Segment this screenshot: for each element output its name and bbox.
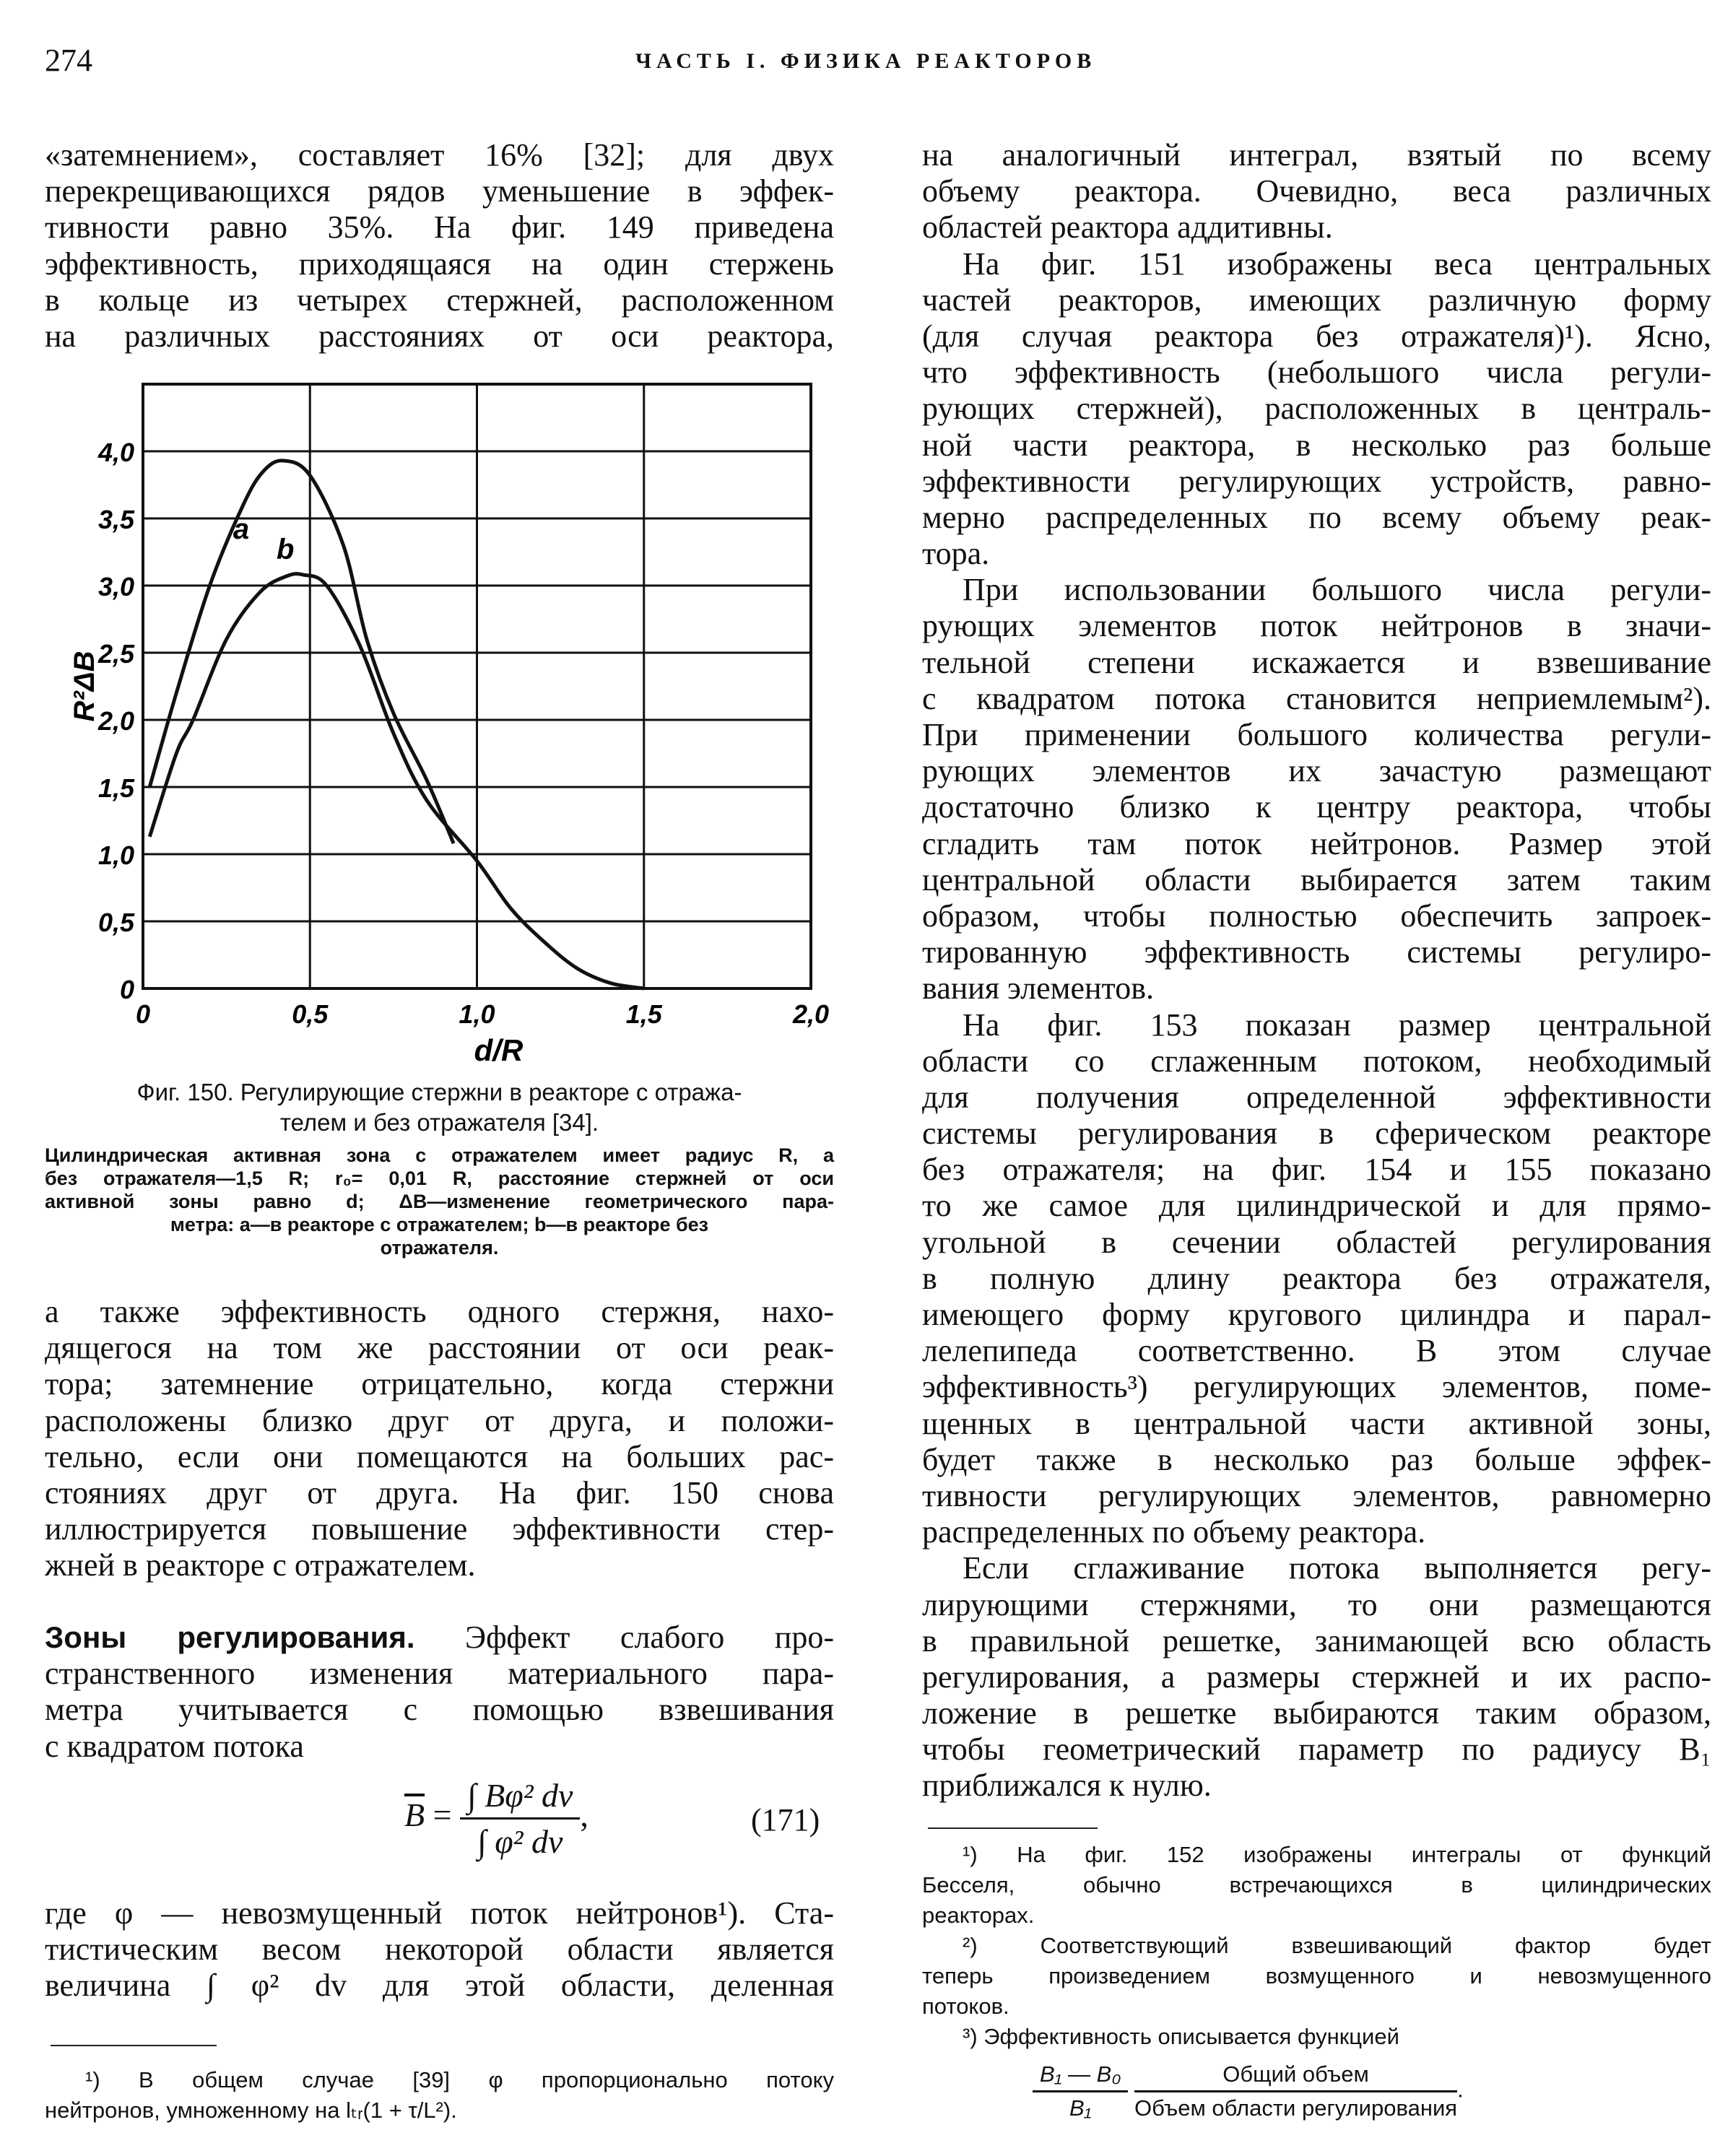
text-line: а также эффективность одного стержня, нахо- [45, 1294, 834, 1329]
text-line: При применении большого количества регули- [922, 717, 1711, 752]
text-line: частей реакторов, имеющих различную форму [922, 282, 1711, 318]
formula-eq: = [433, 1796, 452, 1834]
y-tick-label: 1,0 [97, 840, 134, 870]
text-line: рующих элементов поток нейтронов в значи- [922, 608, 1711, 644]
text-line: величина ∫ φ² dv для этой области, деленная [45, 1968, 834, 2004]
text-line: тора; затемнение отрицательно, когда стержни [45, 1366, 834, 1402]
right-footnotes [922, 1840, 1711, 2052]
y-tick-label: 2,0 [97, 706, 134, 736]
text-line: щенных в центральной части активной зоны, [922, 1405, 1711, 1441]
text-line: эффективности регулирующих устройств, равно- [922, 463, 1711, 499]
text-line: на различных расстояниях от оси реактора, [45, 318, 834, 354]
formula-lhs: $\overline{B}$ [404, 1796, 425, 1834]
text-line: реакторах. [922, 1903, 1035, 1928]
ff-den2: Объем области регулирования [1134, 2095, 1458, 2121]
text-line: системы регулирования в сферическом реакторе [922, 1116, 1711, 1152]
text-line: эффективность³) регулирующих элементов, поме- [922, 1369, 1711, 1405]
y-tick-label: 1,5 [97, 773, 134, 803]
formula-numerator: ∫ Bφ² dv [460, 1776, 580, 1820]
running-title: ЧАСТЬ I. ФИЗИКА РЕАКТОРОВ [635, 49, 1097, 73]
text-line: тивности равно 35%. На фиг. 149 приведена [45, 209, 834, 245]
caption-title-line: Фиг. 150. Регулирующие стержни в реакторе с отража- [136, 1079, 742, 1105]
caption-title-line: телем и без отражателя [34]. [279, 1109, 599, 1136]
text-line: На фиг. 153 показан размер центральной [963, 1007, 1711, 1043]
footnote-divider [51, 2045, 217, 2046]
left-paragraph-1 [45, 137, 834, 355]
text-line: рующих элементов их зачастую размещают [922, 753, 1711, 789]
x-tick-label: 0 [135, 999, 151, 1029]
x-tick-label: 2,0 [792, 999, 830, 1029]
x-tick-label: 1,0 [459, 999, 495, 1029]
left-footnote [45, 2065, 834, 2126]
right-column-text [922, 137, 1711, 1804]
y-axis-label: R²ΔB [69, 651, 100, 722]
text-line: потоков. [922, 1994, 1009, 2019]
text-line: что эффективность (небольшого числа регули- [922, 355, 1711, 391]
text-line: дящегося на том же расстоянии от оси реак- [45, 1330, 834, 1366]
text-line: центральной области выбирается затем таким [922, 861, 1711, 897]
text-line: будет также в несколько раз больше эффек- [922, 1441, 1711, 1477]
text-line: рующих стержней), расположенных в централь- [922, 391, 1711, 427]
text-line: объему реактора. Очевидно, веса различных [922, 173, 1711, 209]
text-line: ложение в решетке выбираются таким образом, [922, 1695, 1711, 1731]
text-line: где φ — невозмущенный поток нейтронов¹). Ста- [45, 1895, 834, 1931]
text-line: образом, чтобы полностью обеспечить запроек- [922, 897, 1711, 934]
y-tick-label: 0 [119, 975, 134, 1004]
y-tick-label: 4,0 [97, 438, 134, 467]
text-line: жней в реакторе с отражателем. [45, 1547, 476, 1583]
formula-denominator: ∫ φ² dv [477, 1823, 563, 1860]
caption-note-line: отражателя. [380, 1237, 499, 1259]
formula-comma: , [580, 1796, 588, 1834]
curve-label-b: b [277, 533, 295, 565]
text-line: с квадратом потока [45, 1728, 304, 1764]
text-line: тистическим весом некоторой области является [45, 1931, 834, 1968]
footnote-formula [1033, 2061, 1464, 2121]
text-line: тельной степени искажается и взвешивание [922, 644, 1711, 680]
text-line: областей реактора аддитивны. [922, 209, 1333, 245]
equation-number: (171) [751, 1802, 820, 1838]
y-tick-label: 2,5 [97, 639, 134, 669]
section-heading: Зоны регулирования. [45, 1620, 415, 1654]
y-tick-label: 3,0 [97, 572, 134, 601]
text-line: достаточно близко к центру реактора, чтобы [922, 789, 1711, 825]
curve-label-a: a [233, 513, 250, 545]
left-paragraph-4 [45, 1895, 834, 2004]
text-line: иллюстрируется повышение эффективности стер- [45, 1511, 834, 1547]
curve-b [149, 574, 644, 988]
text-line: ¹) В общем случае [39] φ пропорционально потоку [85, 2067, 834, 2092]
text-line: приближался к нулю. [922, 1768, 1212, 1804]
figure-caption [45, 1077, 834, 1259]
text-line: то же самое для цилиндрической и для прямо- [922, 1188, 1711, 1224]
text-line: с квадратом потока становится неприемлемым²). [922, 680, 1711, 716]
text-line: в полную длину реактора без отражателя, [922, 1260, 1711, 1296]
text-line: лелепипеда соответственно. В этом случае [922, 1333, 1711, 1369]
text-line: мерно распределенных по всему объему реак- [922, 499, 1711, 535]
text-line [45, 1620, 834, 1656]
text-line: тельно, если они помещаются на больших рас- [45, 1438, 834, 1474]
text-line: в правильной решетке, занимающей всю область [922, 1622, 1711, 1659]
x-tick-label: 1,5 [625, 999, 662, 1029]
left-paragraph-2 [45, 1294, 834, 1584]
text-line: тивности регулирующих элементов, равномерно [922, 1477, 1711, 1513]
text-line: ³) Эффективность описывается функцией [963, 2024, 1399, 2049]
text-line: На фиг. 151 изображены веса центральных [963, 245, 1711, 282]
y-tick-label: 0,5 [97, 908, 134, 937]
text-line: сгладить там поток нейтронов. Размер этой [922, 825, 1711, 861]
text-line: стояниях друг от друга. На фиг. 150 снова [45, 1474, 834, 1510]
caption-note-line: активной зоны равно d; ΔB—изменение геометрического пара- [45, 1191, 834, 1212]
text-line: тированную эффективность системы регулиро- [922, 934, 1711, 970]
x-tick-label: 0,5 [292, 999, 329, 1029]
caption-note-line: метра: a—в реакторе с отражателем; b—в реакторе без [170, 1214, 709, 1235]
formula-fraction [460, 1776, 580, 1861]
page-number: 274 [45, 43, 92, 78]
text-line: нейтронов, умноженному на lₜᵣ(1 + τ/L²). [45, 2098, 457, 2123]
caption-note [45, 1144, 834, 1259]
text-line: Если сглаживание потока выполняется регу- [963, 1550, 1711, 1586]
ff-num2: Общий объем [1134, 2061, 1457, 2092]
text-line: на аналогичный интеграл, взятый по всему [922, 137, 1711, 173]
text-line: тора. [922, 536, 990, 572]
text-line: Бесселя, обычно встречающихся в цилиндрических [922, 1872, 1711, 1898]
footnote-divider [928, 1827, 1098, 1829]
ff-dot: . [1457, 2077, 1464, 2103]
text-line: ¹) На фиг. 152 изображены интегралы от функций [963, 1842, 1711, 1867]
ff-den1: B₁ [1069, 2095, 1092, 2121]
text-line: ²) Соответствующий взвешивающий фактор будет [963, 1933, 1711, 1958]
text-line: в кольце из четырех стержней, расположенном [45, 282, 834, 318]
y-tick-label: 3,5 [97, 505, 134, 534]
text-line: без отражателя; на фиг. 154 и 155 показано [922, 1152, 1711, 1188]
text-fragment: Эффект слабого про- [465, 1620, 835, 1655]
caption-title [45, 1077, 834, 1138]
text-line: области со сглаженным потоком, необходимый [922, 1043, 1711, 1079]
text-line: (для случая реактора без отражателя)¹). Ясно, [922, 318, 1711, 354]
text-line: При использовании большого числа регули- [963, 572, 1711, 608]
text-line: теперь произведением возмущенного и невозмущенного [922, 1963, 1711, 1988]
text-line: регулирования, а размеры стержней и их распо- [922, 1659, 1711, 1695]
text-line: ной части реактора, в несколько раз больше [922, 427, 1711, 463]
text-line: расположены близко друг от друга, и положи- [45, 1402, 834, 1438]
caption-note-line: без отражателя—1,5 R; r₀= 0,01 R, расстояние стержней от оси [45, 1168, 834, 1189]
text-line: угольной в сечении областей регулирования [922, 1224, 1711, 1260]
left-paragraph-3 [45, 1620, 834, 1765]
text-line: метра учитывается с помощью взвешивания [45, 1692, 834, 1728]
text-line: распределенных по объему реактора. [922, 1514, 1426, 1550]
text-line: вания элементов. [922, 970, 1154, 1007]
caption-note-line: Цилиндрическая активная зона с отражателем имеет радиус R, а [45, 1144, 834, 1166]
text-line: имеющего форму кругового цилиндра и парал- [922, 1297, 1711, 1332]
text-line: чтобы геометрический параметр по радиусу B₁ [922, 1731, 1711, 1768]
text-line: перекрещивающихся рядов уменьшение в эффек- [45, 173, 834, 209]
text-line: эффективность, приходящаяся на один стержень [45, 245, 834, 282]
text-line: лирующими стержнями, то они размещаются [922, 1586, 1711, 1622]
ff-num1: B₁ — B₀ [1033, 2061, 1128, 2092]
equation-171 [404, 1776, 588, 1861]
text-line: странственного изменения материального пара- [45, 1656, 834, 1692]
text-line: для получения определенной эффективности [922, 1079, 1711, 1115]
text-line: «затемнением», составляет 16% [32]; для двух [45, 137, 834, 173]
figure-150-chart [0, 361, 866, 1067]
x-axis-label: d/R [474, 1033, 524, 1067]
